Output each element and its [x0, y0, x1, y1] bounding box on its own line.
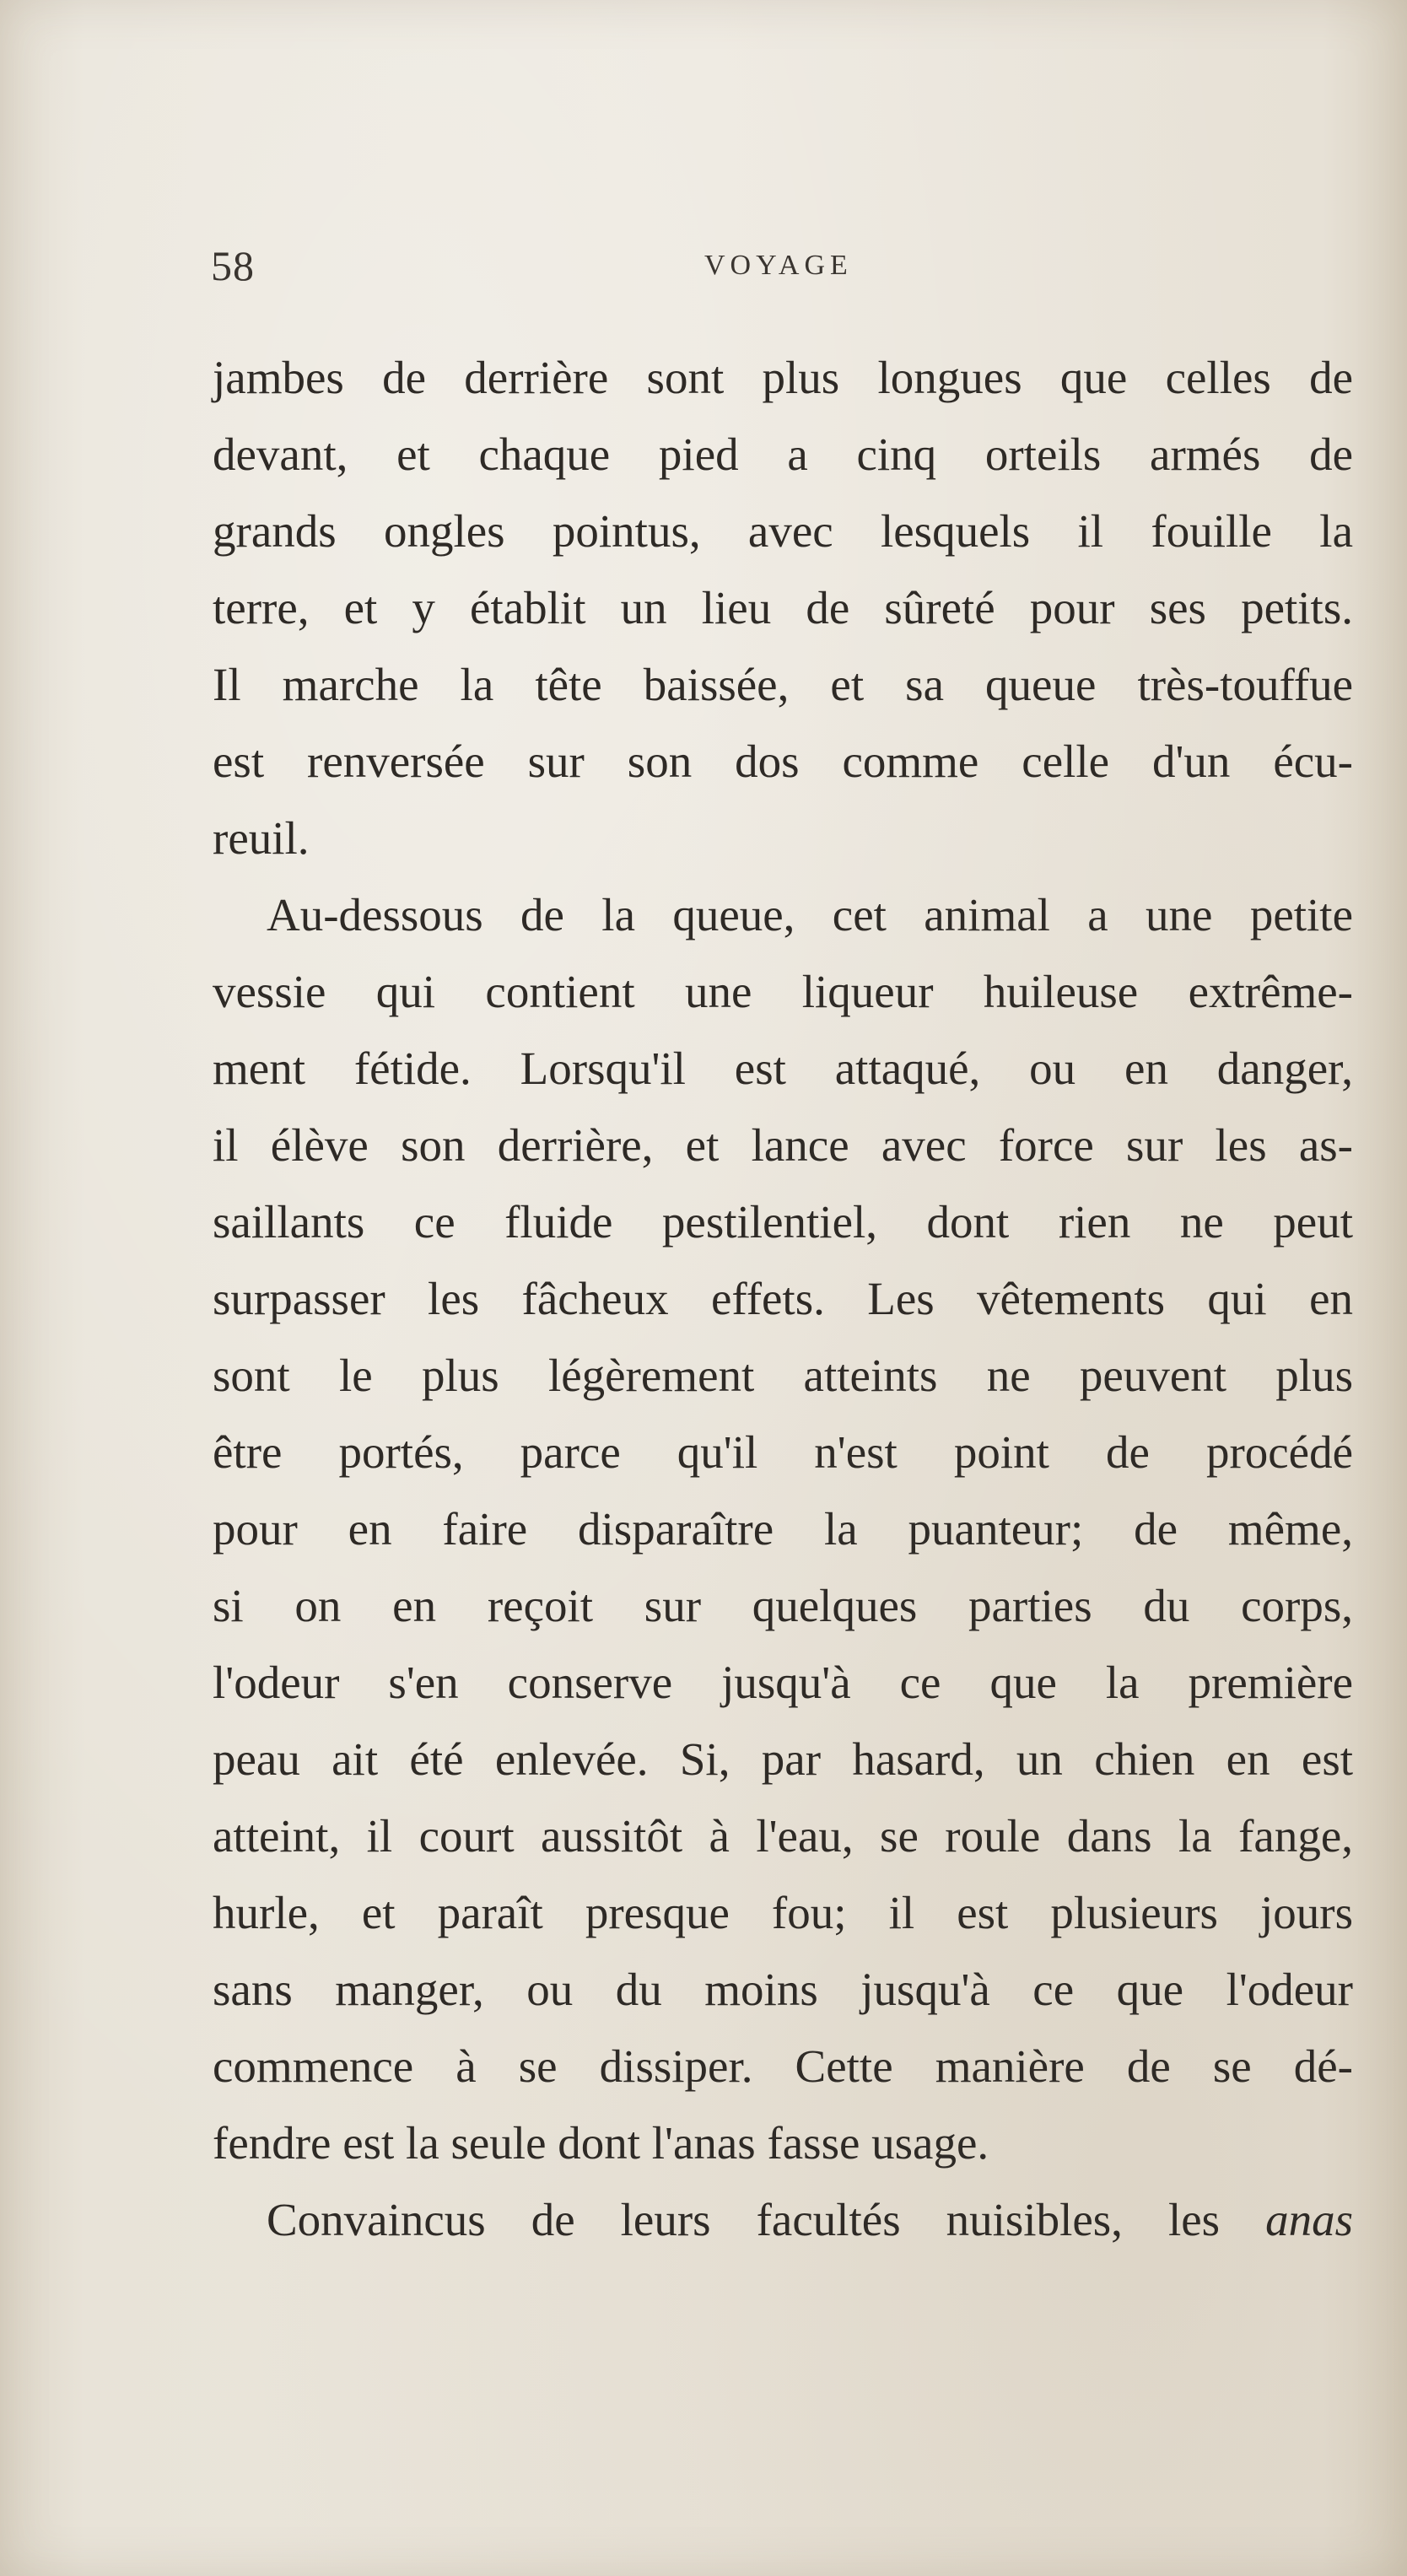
text-line: ment fétide. Lorsqu'il est attaqué, ou en danger, [213, 1043, 1353, 1094]
page-header [211, 241, 1353, 292]
text-line: saillants ce fluide pestilentiel, dont rien ne peut [213, 1196, 1353, 1248]
text-line: devant, et chaque pied a cinq orteils armés de [213, 428, 1353, 480]
text-line: sans manger, ou du moins jusqu'à ce que l'odeur [213, 1964, 1353, 2015]
paragraph-start-line: Au-dessous de la queue, cet animal a une petite [267, 889, 1353, 940]
text-line: terre, et y établit un lieu de sûreté pour ses petits. [213, 582, 1353, 633]
text-line: peau ait été enlevée. Si, par hasard, un chien en est [213, 1733, 1353, 1785]
page-number: 58 [211, 242, 255, 289]
line-text: Convaincus de leurs facultés nuisibles, les [267, 2194, 1221, 2245]
text-line: hurle, et paraît presque fou; il est plusieurs jours [213, 1887, 1353, 1938]
running-head: VOYAGE [704, 250, 853, 281]
text-line: grands ongles pointus, avec lesquels il fouille la [213, 505, 1353, 557]
italic-word: anas [1265, 2194, 1353, 2245]
body-text [213, 339, 1353, 2258]
text-line: est renversée sur son dos comme celle d'un écu- [213, 736, 1353, 787]
text-line: commence à se dissiper. Cette manière de se dé- [213, 2040, 1353, 2092]
text-line: être portés, parce qu'il n'est point de procédé [213, 1426, 1353, 1478]
text-line: l'odeur s'en conserve jusqu'à ce que la première [213, 1657, 1353, 1708]
text-line: si on en reçoit sur quelques parties du corps, [213, 1580, 1353, 1631]
paragraph-start-line [213, 2181, 1353, 2258]
text-line: atteint, il court aussitôt à l'eau, se roule dans la fange, [213, 1810, 1353, 1862]
text-line: Il marche la tête baissée, et sa queue très-touffue [213, 659, 1353, 710]
text-line: sont le plus légèrement atteints ne peuvent plus [213, 1350, 1353, 1401]
text-line: fendre est la seule dont l'anas fasse usage. [213, 2117, 989, 2169]
text-line: pour en faire disparaître la puanteur; de même, [213, 1503, 1353, 1555]
text-line: reuil. [213, 812, 310, 864]
text-line: il élève son derrière, et lance avec force sur les as- [213, 1119, 1353, 1171]
text-line: surpasser les fâcheux effets. Les vêtements qui en [213, 1273, 1353, 1324]
text-line: jambes de derrière sont plus longues que celles de [213, 352, 1353, 403]
text-line: vessie qui contient une liqueur huileuse extrême- [213, 966, 1353, 1017]
